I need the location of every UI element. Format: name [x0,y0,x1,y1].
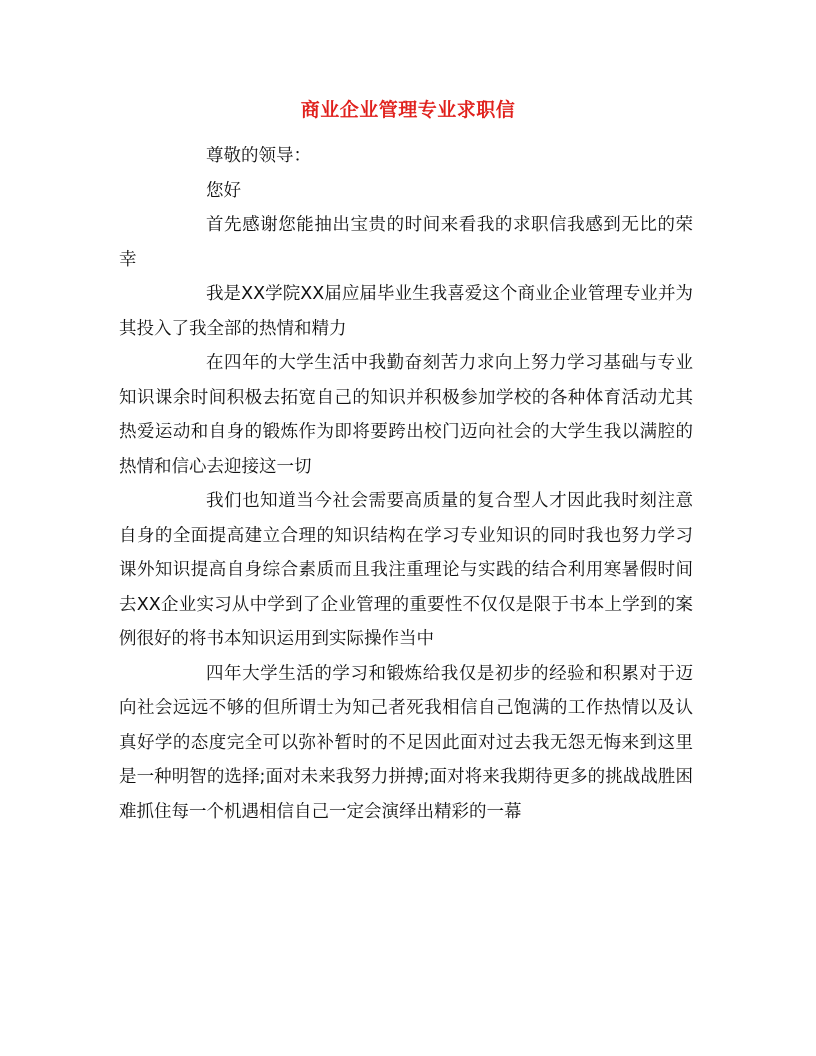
paragraph-skills: 我们也知道当今社会需要高质量的复合型人才因此我时刻注意自身的全面提高建立合理的知识结构在学习专业知识的同时我也努力学习课外知识提高自身综合素质而且我注重理论与实践的结合利用寒暑假时间去XX企业实习从中学到了企业管理的重要性不仅仅是限于书本上学到的案例很好的将书本知识运用到实际操作当中 [119,491,693,649]
letter-body [119,139,693,829]
greeting: 您好 [206,180,241,201]
paragraph-conclusion: 四年大学生活的学习和锻炼给我仅是初步的经验和积累对于迈向社会远远不够的但所谓士为知己者死我相信自己饱满的工作热情以及认真好学的态度完全可以弥补暂时的不足因此面对过去我无怨无悔来到这里是一种明智的选择;面对未来我努力拼搏;面对将来我期待更多的挑战战胜困难抓住每一个机遇相信自己一定会演绎出精彩的一幕 [119,663,693,822]
salutation: 尊敬的领导： [206,146,311,166]
paragraph-college-life: 在四年的大学生活中我勤奋刻苦力求向上努力学习基础与专业知识课余时间积极去拓宽自己的知识并积极参加学校的各种体育活动尤其热爱运动和自身的锻炼作为即将要跨出校门迈向社会的大学生我以满腔的热情和信心去迎接这一切 [119,353,693,477]
paragraph-thanks: 首先感谢您能抽出宝贵的时间来看我的求职信我感到无比的荣幸 [119,215,693,270]
paragraph-introduction: 我是XX学院XX届应届毕业生我喜爱这个商业企业管理专业并为其投入了我全部的热情和精力 [119,284,693,339]
page-title: 商业企业管理专业求职信 [300,99,516,121]
